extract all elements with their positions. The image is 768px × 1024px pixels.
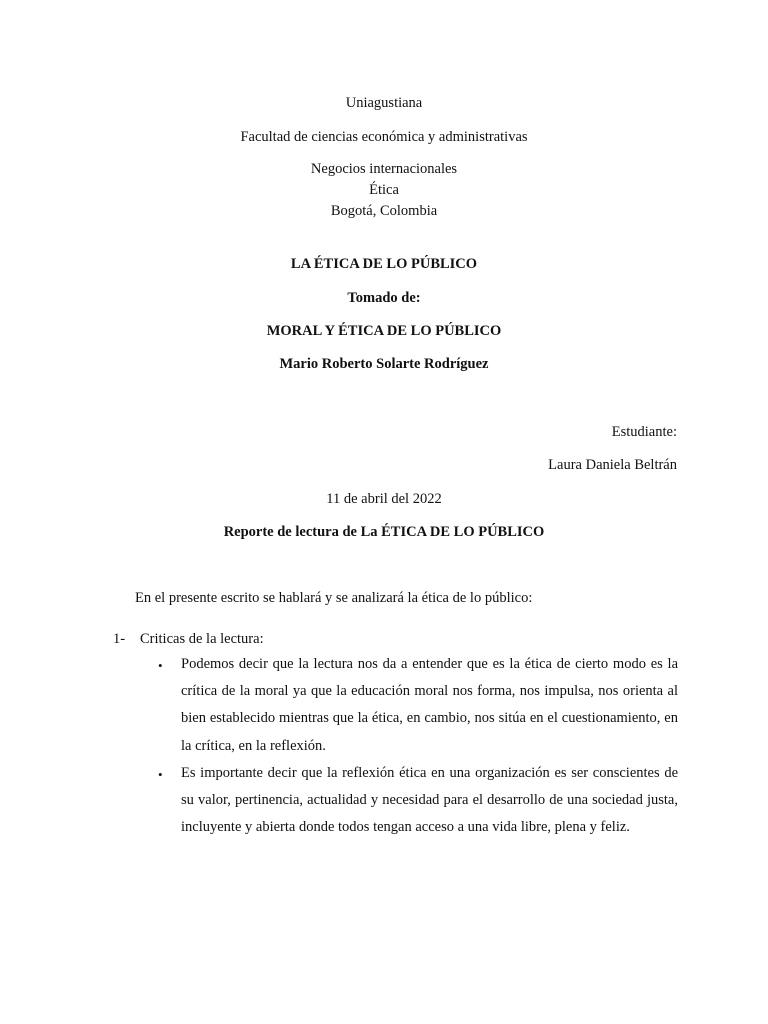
faculty-name: Facultad de ciencias económica y administrativas: [240, 129, 528, 145]
document-title: LA ÉTICA DE LO PÚBLICO: [290, 256, 478, 272]
document-date: 11 de abril del 2022: [326, 491, 442, 507]
student-name: Laura Daniela Beltrán: [548, 457, 677, 473]
bullet-marker: •: [158, 767, 163, 782]
source-title: MORAL Y ÉTICA DE LO PÚBLICO: [266, 323, 502, 339]
section-number: 1-: [113, 631, 126, 647]
city-name: Bogotá, Colombia: [330, 203, 438, 219]
program-name: Negocios internacionales: [310, 161, 458, 177]
student-label: Estudiante:: [611, 424, 677, 440]
subject-name: Ética: [369, 182, 399, 198]
bullet-item-2: Es importante decir que la reflexión ética en una organización es ser conscientes de su valor, pertinencia, actualidad y necesidad para el desarrollo de una sociedad justa, incluyente y abierta donde todos tengan acceso a una vida libre, plena y feliz.: [181, 765, 678, 836]
taken-from-label: Tomado de:: [347, 290, 421, 306]
report-title: Reporte de lectura de La ÉTICA DE LO PÚBLICO: [223, 524, 545, 540]
bullet-marker: •: [158, 658, 163, 673]
author-name: Mario Roberto Solarte Rodríguez: [279, 356, 489, 372]
bullet-item-1: Podemos decir que la lectura nos da a entender que es la ética de cierto modo es la crítica de la moral ya que la educación moral nos forma, nos impulsa, nos orienta al bien establecido mientras que la ética, en cambio, nos sitúa en el cuestionamiento, en la crítica, en la reflexión.: [181, 656, 678, 754]
institution-name: Uniagustiana: [345, 95, 423, 111]
section-heading: Criticas de la lectura:: [140, 631, 264, 647]
intro-paragraph: En el presente escrito se hablará y se analizará la ética de lo público:: [135, 590, 533, 606]
